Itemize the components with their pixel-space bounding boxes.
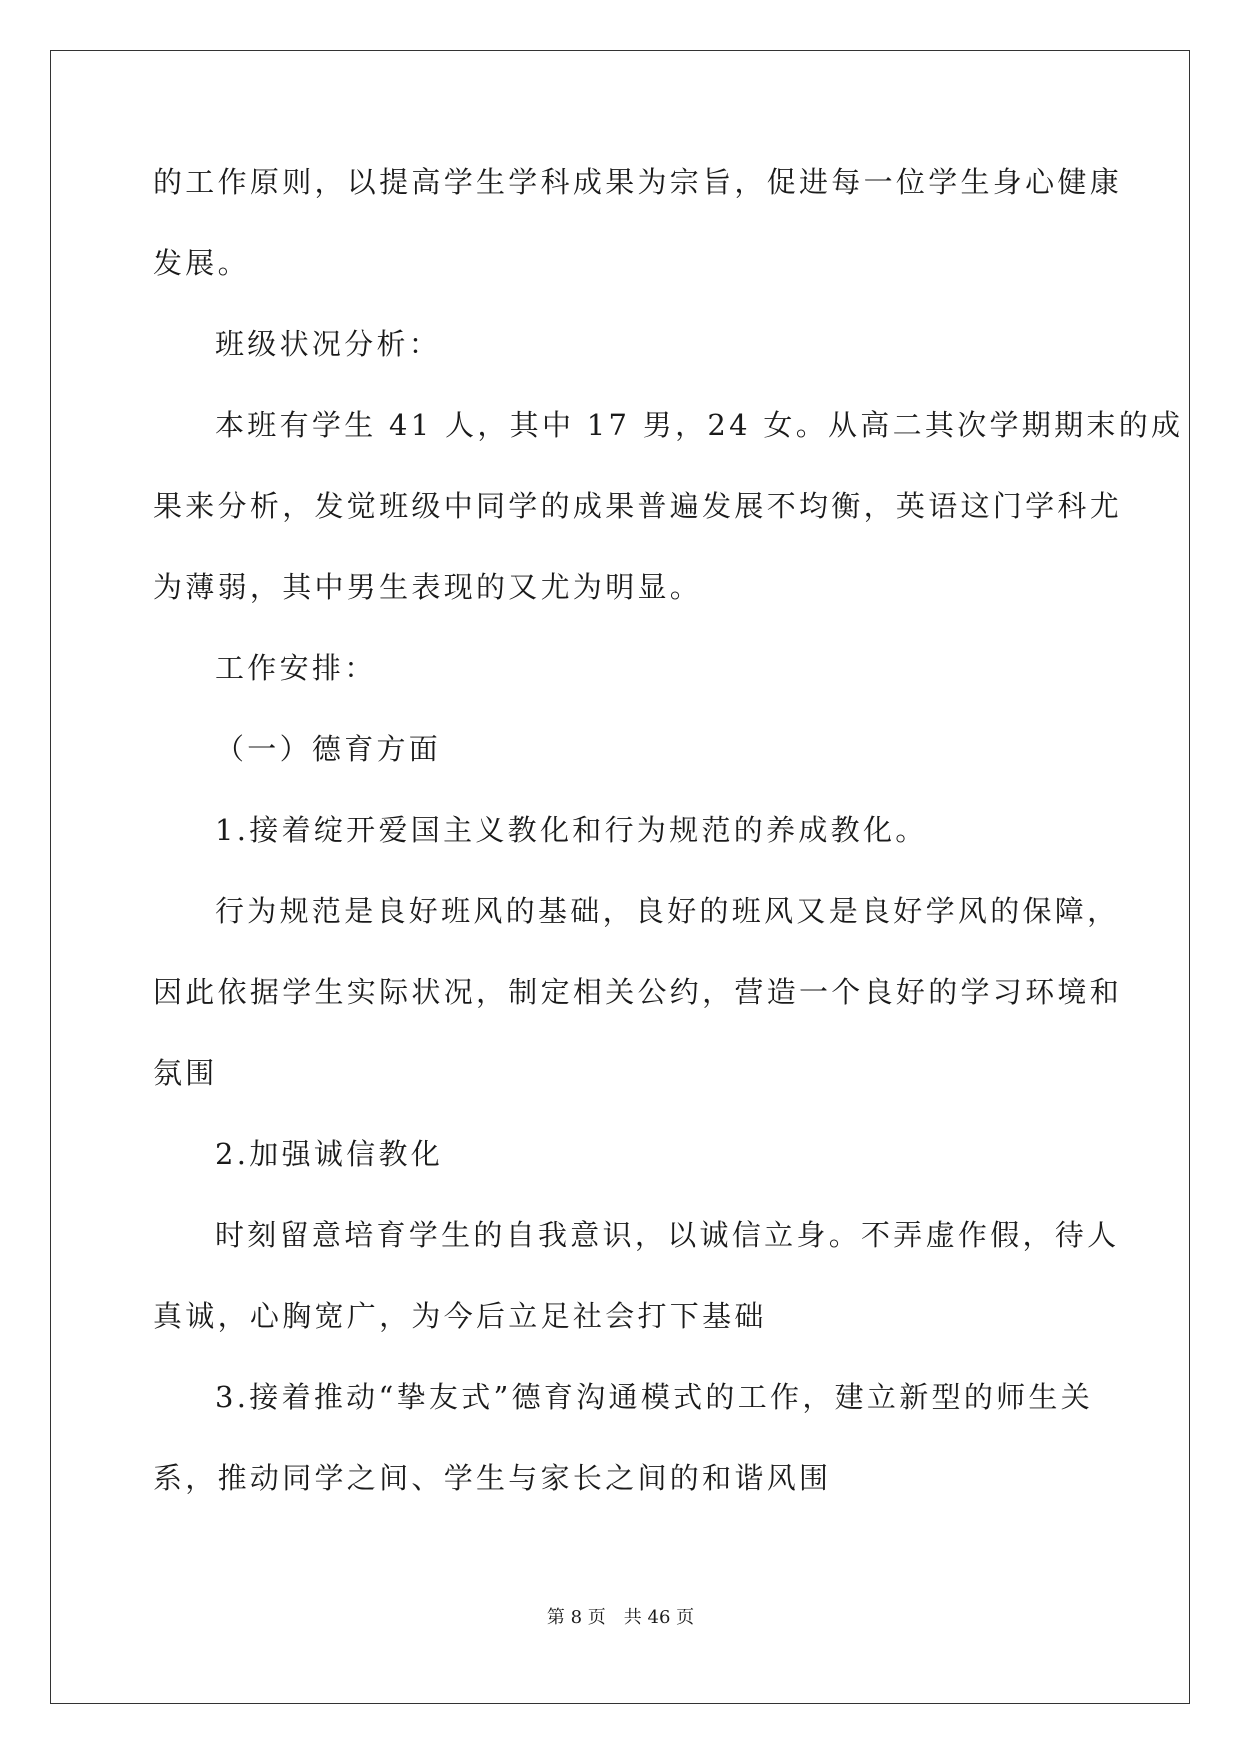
- paragraph-line: 时刻留意培育学生的自我意识，以诚信立身。不弄虚作假，待人: [215, 1218, 1120, 1252]
- section-heading: 工作安排：: [215, 651, 377, 685]
- paragraph-line: 本班有学生 41 人，其中 17 男，24 女。从高二其次学期期末的成: [215, 408, 1184, 442]
- paragraph-line: 系，推动同学之间、学生与家长之间的和谐风围: [153, 1461, 832, 1495]
- paragraph-line: 发展。: [153, 246, 250, 280]
- paragraph-line: 因此依据学生实际状况，制定相关公约，营造一个良好的学习环境和: [153, 975, 1123, 1009]
- document-body: [153, 160, 1184, 1537]
- paragraph-line: 行为规范是良好班风的基础，良好的班风又是良好学风的保障，: [215, 894, 1120, 928]
- list-item-heading: 1.接着绽开爱国主义教化和行为规范的养成教化。: [215, 813, 928, 847]
- subsection-heading: （一）德育方面: [215, 732, 442, 766]
- paragraph-line: 为薄弱，其中男生表现的又尤为明显。: [153, 570, 703, 604]
- list-item-heading: 2.加强诚信教化: [215, 1137, 444, 1171]
- section-heading: 班级状况分析：: [215, 327, 442, 361]
- list-item-heading: 3.接着推动“挚友式”德育沟通模式的工作，建立新型的师生关: [215, 1380, 1094, 1414]
- paragraph-line: 果来分析，发觉班级中同学的成果普遍发展不均衡，英语这门学科尤: [153, 489, 1123, 523]
- paragraph-line: 真诚，心胸宽广，为今后立足社会打下基础: [153, 1299, 767, 1333]
- paragraph-line: 的工作原则，以提高学生学科成果为宗旨，促进每一位学生身心健康: [153, 165, 1123, 199]
- page-number: 第 8 页 共 46 页: [546, 1607, 695, 1628]
- paragraph-line: 氛围: [153, 1056, 218, 1090]
